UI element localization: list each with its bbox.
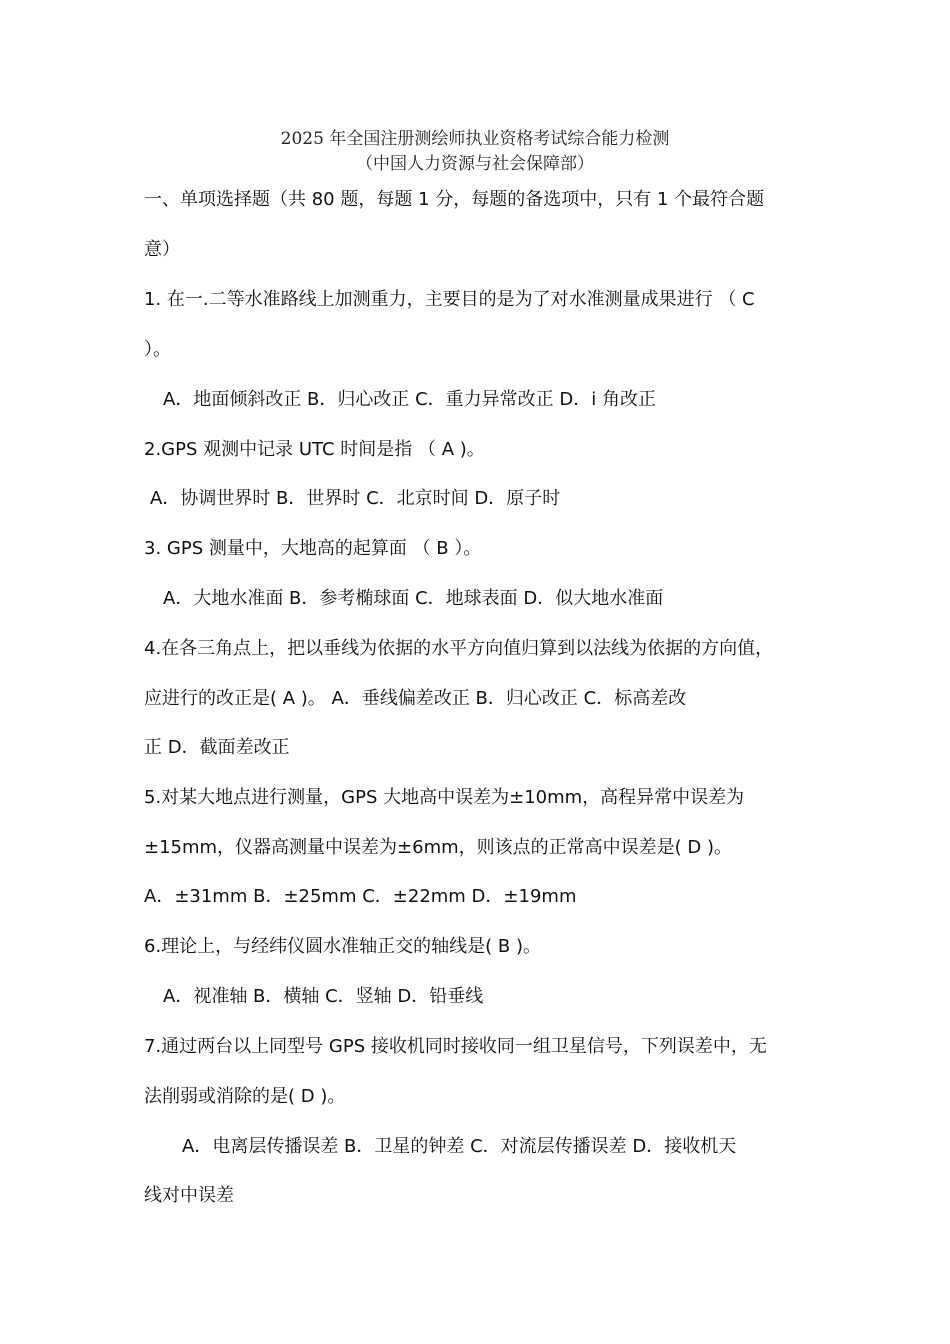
- question-6-options: A．视准轴 B．横轴 C．竖轴 D．铅垂线: [163, 986, 484, 1007]
- question-2-options: A．协调世界时 B．世界时 C．北京时间 D．原子时: [150, 488, 561, 509]
- question-1: 1. 在一.二等水准路线上加测重力，主要目的是为了对水准测量成果进行 （ C: [144, 289, 755, 310]
- question-5: 5.对某大地点进行测量，GPS 大地高中误差为±10mm，高程异常中误差为: [144, 787, 745, 808]
- question-3: 3. GPS 测量中，大地高的起算面 （ B ）。: [144, 538, 482, 559]
- question-1-options: A．地面倾斜改正 B．归心改正 C．重力异常改正 D．i 角改正: [163, 389, 656, 410]
- document-title: 2025 年全国注册测绘师执业资格考试综合能力检测: [280, 129, 670, 149]
- question-4: 4.在各三角点上，把以垂线为依据的水平方向值归算到以法线为依据的方向值，: [144, 638, 774, 659]
- question-7: 7.通过两台以上同型号 GPS 接收机同时接收同一组卫星信号，下列误差中，无: [144, 1036, 767, 1057]
- question-6: 6.理论上，与经纬仪圆水准轴正交的轴线是( B )。: [144, 936, 542, 957]
- section-heading: 一、单项选择题（共 80 题，每题 1 分，每题的备选项中，只有 1 个最符合题: [144, 189, 765, 210]
- question-7-cont: 法削弱或消除的是( D )。: [144, 1086, 346, 1107]
- question-7-options: A．电离层传播误差 B．卫星的钟差 C．对流层传播误差 D．接收机天: [182, 1136, 737, 1157]
- question-1-cont: ）。: [144, 339, 171, 360]
- question-5-options: A．±31mm B．±25mm C．±22mm D．±19mm: [144, 886, 577, 907]
- document-subtitle: （中国人力资源与社会保障部）: [356, 154, 594, 174]
- question-5-cont: ±15mm，仪器高测量中误差为±6mm，则该点的正常高中误差是( D )。: [144, 837, 733, 858]
- question-7-options-cont: 线对中误差: [144, 1185, 234, 1206]
- question-2: 2.GPS 观测中记录 UTC 时间是指 （ A )。: [144, 439, 485, 460]
- question-4-cont: 应进行的改正是( A )。 A．垂线偏差改正 B．归心改正 C．标高差改: [144, 688, 687, 709]
- question-3-options: A．大地水准面 B．参考椭球面 C．地球表面 D．似大地水准面: [163, 588, 664, 609]
- section-heading-cont: 意）: [144, 239, 180, 260]
- question-4-cont-2: 正 D．截面差改正: [144, 737, 290, 758]
